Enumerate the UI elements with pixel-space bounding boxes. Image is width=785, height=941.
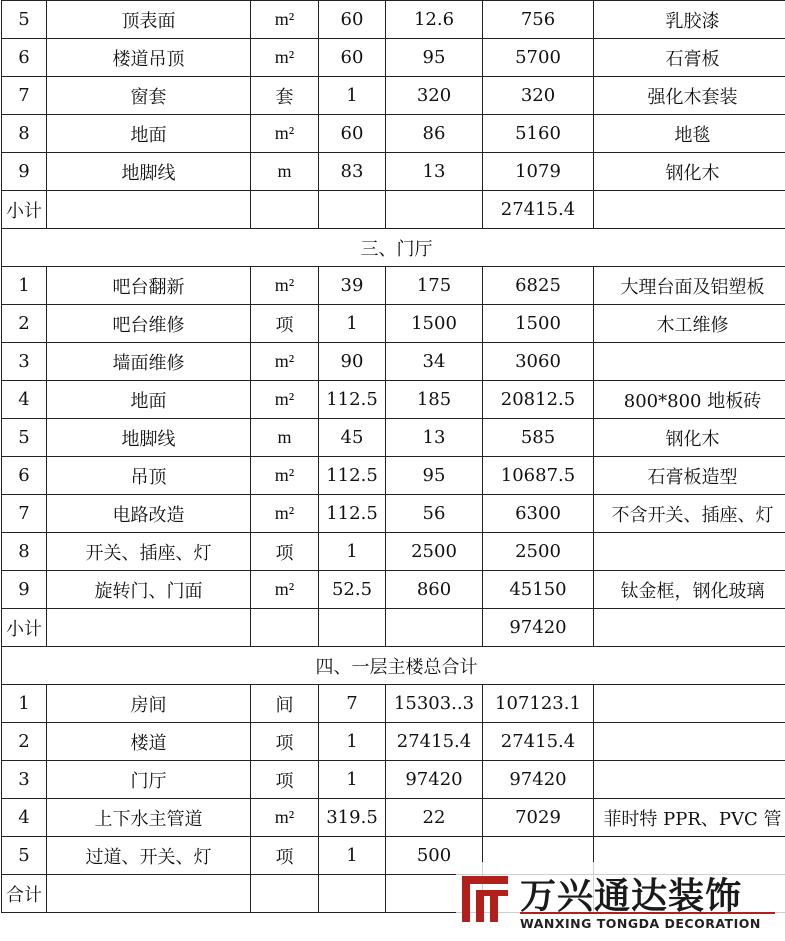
row-number: 3	[2, 343, 47, 381]
item-note: 地毯	[594, 115, 785, 153]
item-quantity: 319.5	[319, 799, 386, 837]
item-quantity: 1	[319, 77, 386, 115]
item-unit-price: 2500	[386, 533, 483, 571]
table-row	[2, 39, 785, 77]
item-unit: m²	[251, 495, 319, 533]
item-unit: 项	[251, 837, 319, 875]
item-unit: 套	[251, 77, 319, 115]
table-row	[2, 533, 785, 571]
item-unit-price: 22	[386, 799, 483, 837]
table-row	[2, 457, 785, 495]
subtotal-label: 合计	[2, 875, 47, 913]
row-number: 1	[2, 685, 47, 723]
table-row	[2, 571, 785, 609]
table-row	[2, 343, 785, 381]
subtotal-label: 小计	[2, 191, 47, 229]
item-quantity: 60	[319, 39, 386, 77]
section-heading: 四、一层主楼总合计	[2, 647, 785, 685]
subtotal-row	[2, 609, 785, 647]
item-total: 5160	[483, 115, 594, 153]
subtotal-value: 97420	[483, 609, 594, 647]
logo-icon	[460, 874, 510, 924]
empty-cell	[594, 191, 785, 229]
row-number: 5	[2, 837, 47, 875]
item-unit-price: 97420	[386, 761, 483, 799]
row-number: 3	[2, 761, 47, 799]
table-row	[2, 115, 785, 153]
item-name: 楼道	[47, 723, 251, 761]
item-unit: m²	[251, 381, 319, 419]
row-number: 2	[2, 723, 47, 761]
item-unit: m	[251, 153, 319, 191]
item-unit-price: 13	[386, 419, 483, 457]
item-unit: m²	[251, 457, 319, 495]
row-number: 7	[2, 495, 47, 533]
table-row	[2, 419, 785, 457]
item-note: 800*800 地板砖	[594, 381, 785, 419]
table-row	[2, 799, 785, 837]
item-unit-price: 27415.4	[386, 723, 483, 761]
item-total: 585	[483, 419, 594, 457]
row-number: 6	[2, 457, 47, 495]
item-quantity: 1	[319, 761, 386, 799]
item-quantity: 1	[319, 837, 386, 875]
table-row	[2, 267, 785, 305]
item-name: 房间	[47, 685, 251, 723]
item-total: 10687.5	[483, 457, 594, 495]
item-note	[594, 723, 785, 761]
empty-cell	[47, 609, 251, 647]
item-unit: 项	[251, 305, 319, 343]
item-quantity: 60	[319, 1, 386, 39]
item-note: 木工维修	[594, 305, 785, 343]
empty-cell	[594, 609, 785, 647]
item-name: 墙面维修	[47, 343, 251, 381]
item-quantity: 112.5	[319, 457, 386, 495]
item-unit-price: 56	[386, 495, 483, 533]
item-note	[594, 533, 785, 571]
item-total: 27415.4	[483, 723, 594, 761]
item-total: 3060	[483, 343, 594, 381]
item-quantity: 7	[319, 685, 386, 723]
item-unit-price: 320	[386, 77, 483, 115]
row-number: 7	[2, 77, 47, 115]
item-unit-price: 12.6	[386, 1, 483, 39]
table-row	[2, 495, 785, 533]
item-note	[594, 761, 785, 799]
item-name: 吧台维修	[47, 305, 251, 343]
watermark	[456, 862, 785, 941]
item-total: 756	[483, 1, 594, 39]
item-quantity: 112.5	[319, 381, 386, 419]
item-unit-price: 95	[386, 39, 483, 77]
row-number: 4	[2, 799, 47, 837]
item-note: 钢化木	[594, 419, 785, 457]
row-number: 9	[2, 153, 47, 191]
item-quantity: 90	[319, 343, 386, 381]
item-total: 2500	[483, 533, 594, 571]
item-unit-price: 185	[386, 381, 483, 419]
section-row	[2, 647, 785, 685]
watermark-brand-cn: 万兴通达装饰	[520, 876, 743, 917]
watermark-brand-en: WANXING TONGDA DECORATION	[520, 916, 761, 931]
item-total: 320	[483, 77, 594, 115]
item-note: 大理台面及铝塑板	[594, 267, 785, 305]
item-unit-price: 15303..3	[386, 685, 483, 723]
table-row	[2, 685, 785, 723]
cost-table-body	[2, 1, 785, 913]
item-total: 6300	[483, 495, 594, 533]
item-name: 过道、开关、灯	[47, 837, 251, 875]
item-note	[594, 343, 785, 381]
item-unit-price: 175	[386, 267, 483, 305]
empty-cell	[319, 875, 386, 913]
item-quantity: 60	[319, 115, 386, 153]
item-name: 开关、插座、灯	[47, 533, 251, 571]
item-unit: m²	[251, 799, 319, 837]
item-name: 地面	[47, 381, 251, 419]
item-unit-price: 500	[386, 837, 483, 875]
empty-cell	[386, 609, 483, 647]
empty-cell	[251, 191, 319, 229]
table-row	[2, 153, 785, 191]
item-quantity: 112.5	[319, 495, 386, 533]
item-note: 石膏板造型	[594, 457, 785, 495]
item-name: 吊顶	[47, 457, 251, 495]
item-name: 门厅	[47, 761, 251, 799]
empty-cell	[251, 875, 319, 913]
item-total: 1079	[483, 153, 594, 191]
item-total: 20812.5	[483, 381, 594, 419]
subtotal-value: 27415.4	[483, 191, 594, 229]
item-note: 菲时特 PPR、PVC 管	[594, 799, 785, 837]
item-unit-price: 13	[386, 153, 483, 191]
item-name: 楼道吊顶	[47, 39, 251, 77]
item-quantity: 1	[319, 305, 386, 343]
row-number: 8	[2, 533, 47, 571]
item-total: 45150	[483, 571, 594, 609]
item-quantity: 52.5	[319, 571, 386, 609]
item-total: 7029	[483, 799, 594, 837]
item-unit-price: 95	[386, 457, 483, 495]
item-unit: m²	[251, 571, 319, 609]
item-unit: 项	[251, 761, 319, 799]
item-quantity: 1	[319, 533, 386, 571]
row-number: 8	[2, 115, 47, 153]
item-note: 钛金框，钢化玻璃	[594, 571, 785, 609]
item-total: 1500	[483, 305, 594, 343]
table-row	[2, 381, 785, 419]
empty-cell	[386, 191, 483, 229]
item-note	[594, 685, 785, 723]
table-row	[2, 761, 785, 799]
item-unit: 间	[251, 685, 319, 723]
item-note: 石膏板	[594, 39, 785, 77]
item-total: 6825	[483, 267, 594, 305]
item-quantity: 39	[319, 267, 386, 305]
row-number: 9	[2, 571, 47, 609]
subtotal-row	[2, 191, 785, 229]
item-unit: 项	[251, 723, 319, 761]
item-name: 吧台翻新	[47, 267, 251, 305]
row-number: 1	[2, 267, 47, 305]
item-name: 地脚线	[47, 153, 251, 191]
item-quantity: 1	[319, 723, 386, 761]
item-note: 强化木套装	[594, 77, 785, 115]
empty-cell	[251, 609, 319, 647]
item-name: 上下水主管道	[47, 799, 251, 837]
empty-cell	[319, 609, 386, 647]
item-unit-price: 86	[386, 115, 483, 153]
item-total: 107123.1	[483, 685, 594, 723]
item-unit: m²	[251, 1, 319, 39]
item-name: 顶表面	[47, 1, 251, 39]
item-note: 钢化木	[594, 153, 785, 191]
item-unit: m	[251, 419, 319, 457]
item-quantity: 45	[319, 419, 386, 457]
item-note: 乳胶漆	[594, 1, 785, 39]
empty-cell	[47, 191, 251, 229]
row-number: 6	[2, 39, 47, 77]
table-row	[2, 77, 785, 115]
empty-cell	[47, 875, 251, 913]
table-row	[2, 305, 785, 343]
item-name: 地面	[47, 115, 251, 153]
row-number: 4	[2, 381, 47, 419]
section-row	[2, 229, 785, 267]
item-unit: m²	[251, 267, 319, 305]
table-row	[2, 1, 785, 39]
subtotal-label: 小计	[2, 609, 47, 647]
row-number: 5	[2, 1, 47, 39]
item-unit-price: 34	[386, 343, 483, 381]
section-heading: 三、门厅	[2, 229, 785, 267]
table-row	[2, 723, 785, 761]
item-note: 不含开关、插座、灯	[594, 495, 785, 533]
cost-table	[1, 0, 785, 913]
item-name: 旋转门、门面	[47, 571, 251, 609]
item-unit: m²	[251, 115, 319, 153]
item-quantity: 83	[319, 153, 386, 191]
item-unit-price: 1500	[386, 305, 483, 343]
item-total: 5700	[483, 39, 594, 77]
item-total: 97420	[483, 761, 594, 799]
item-unit: m²	[251, 343, 319, 381]
item-name: 电路改造	[47, 495, 251, 533]
item-unit: 项	[251, 533, 319, 571]
empty-cell	[319, 191, 386, 229]
row-number: 2	[2, 305, 47, 343]
item-unit: m²	[251, 39, 319, 77]
item-unit-price: 860	[386, 571, 483, 609]
item-name: 窗套	[47, 77, 251, 115]
row-number: 5	[2, 419, 47, 457]
item-name: 地脚线	[47, 419, 251, 457]
